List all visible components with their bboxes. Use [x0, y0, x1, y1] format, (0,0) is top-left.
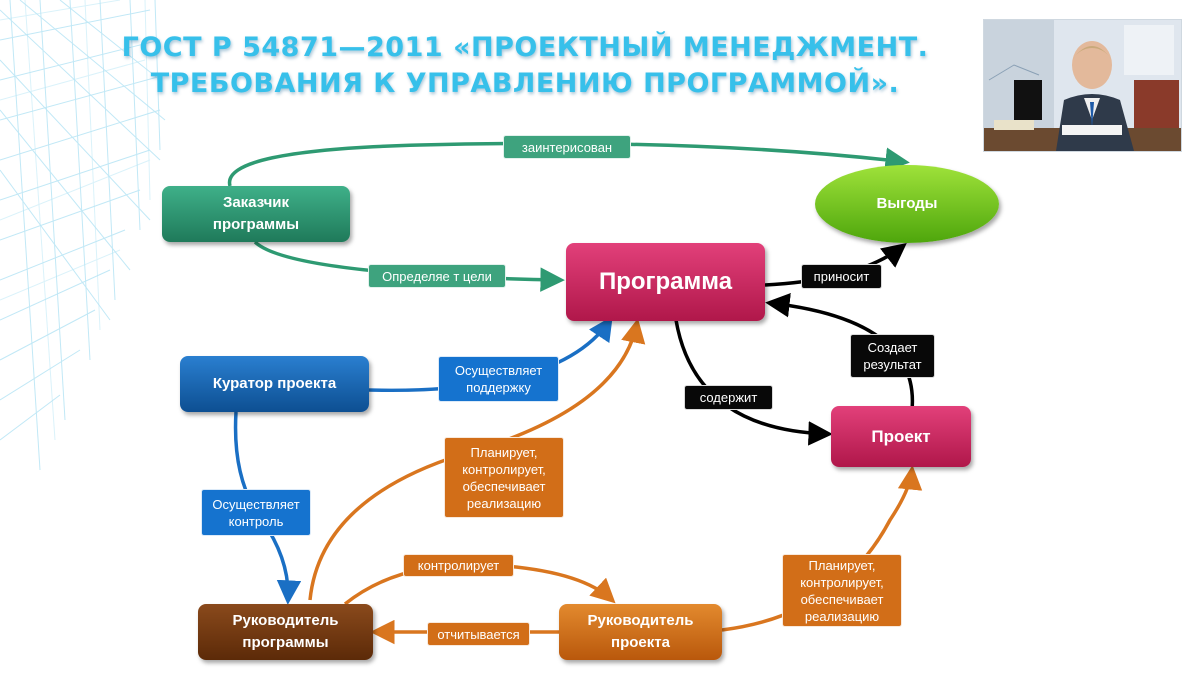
label-supports: Осуществляет поддержку: [438, 356, 559, 402]
node-project: Проект: [831, 406, 971, 467]
node-project-manager: Руководитель проекта: [559, 604, 722, 660]
title-line-1: ГОСТ Р 54871—2011 «ПРОЕКТНЫЙ МЕНЕДЖМЕНТ.: [121, 32, 929, 63]
node-project-curator: Куратор проекта: [180, 356, 369, 412]
label-plans-program: Планирует, контролирует, обеспечивает реализацию: [444, 437, 564, 518]
label-brings: приносит: [801, 264, 882, 289]
label-contains: содержит: [684, 385, 773, 410]
edge-program-project: [676, 320, 828, 434]
title-line-2: ТРЕБОВАНИЯ К УПРАВЛЕНИЮ ПРОГРАММОЙ».: [150, 68, 900, 99]
node-program-customer: Заказчик программы: [162, 186, 350, 242]
label-reports: отчитывается: [427, 622, 530, 646]
label-interested: заинтерисован: [503, 135, 631, 159]
node-benefits: Выгоды: [815, 165, 999, 243]
node-program-manager: Руководитель программы: [198, 604, 373, 660]
label-creates-result: Создает результат: [850, 334, 935, 378]
node-program: Программа: [566, 243, 765, 321]
label-controls-curator: Осуществляет контроль: [201, 489, 311, 536]
label-plans-project: Планирует, контролирует, обеспечивает реализацию: [782, 554, 902, 627]
label-controls: контролирует: [403, 554, 514, 577]
label-defines-goals: Определяе т цели: [368, 264, 506, 288]
